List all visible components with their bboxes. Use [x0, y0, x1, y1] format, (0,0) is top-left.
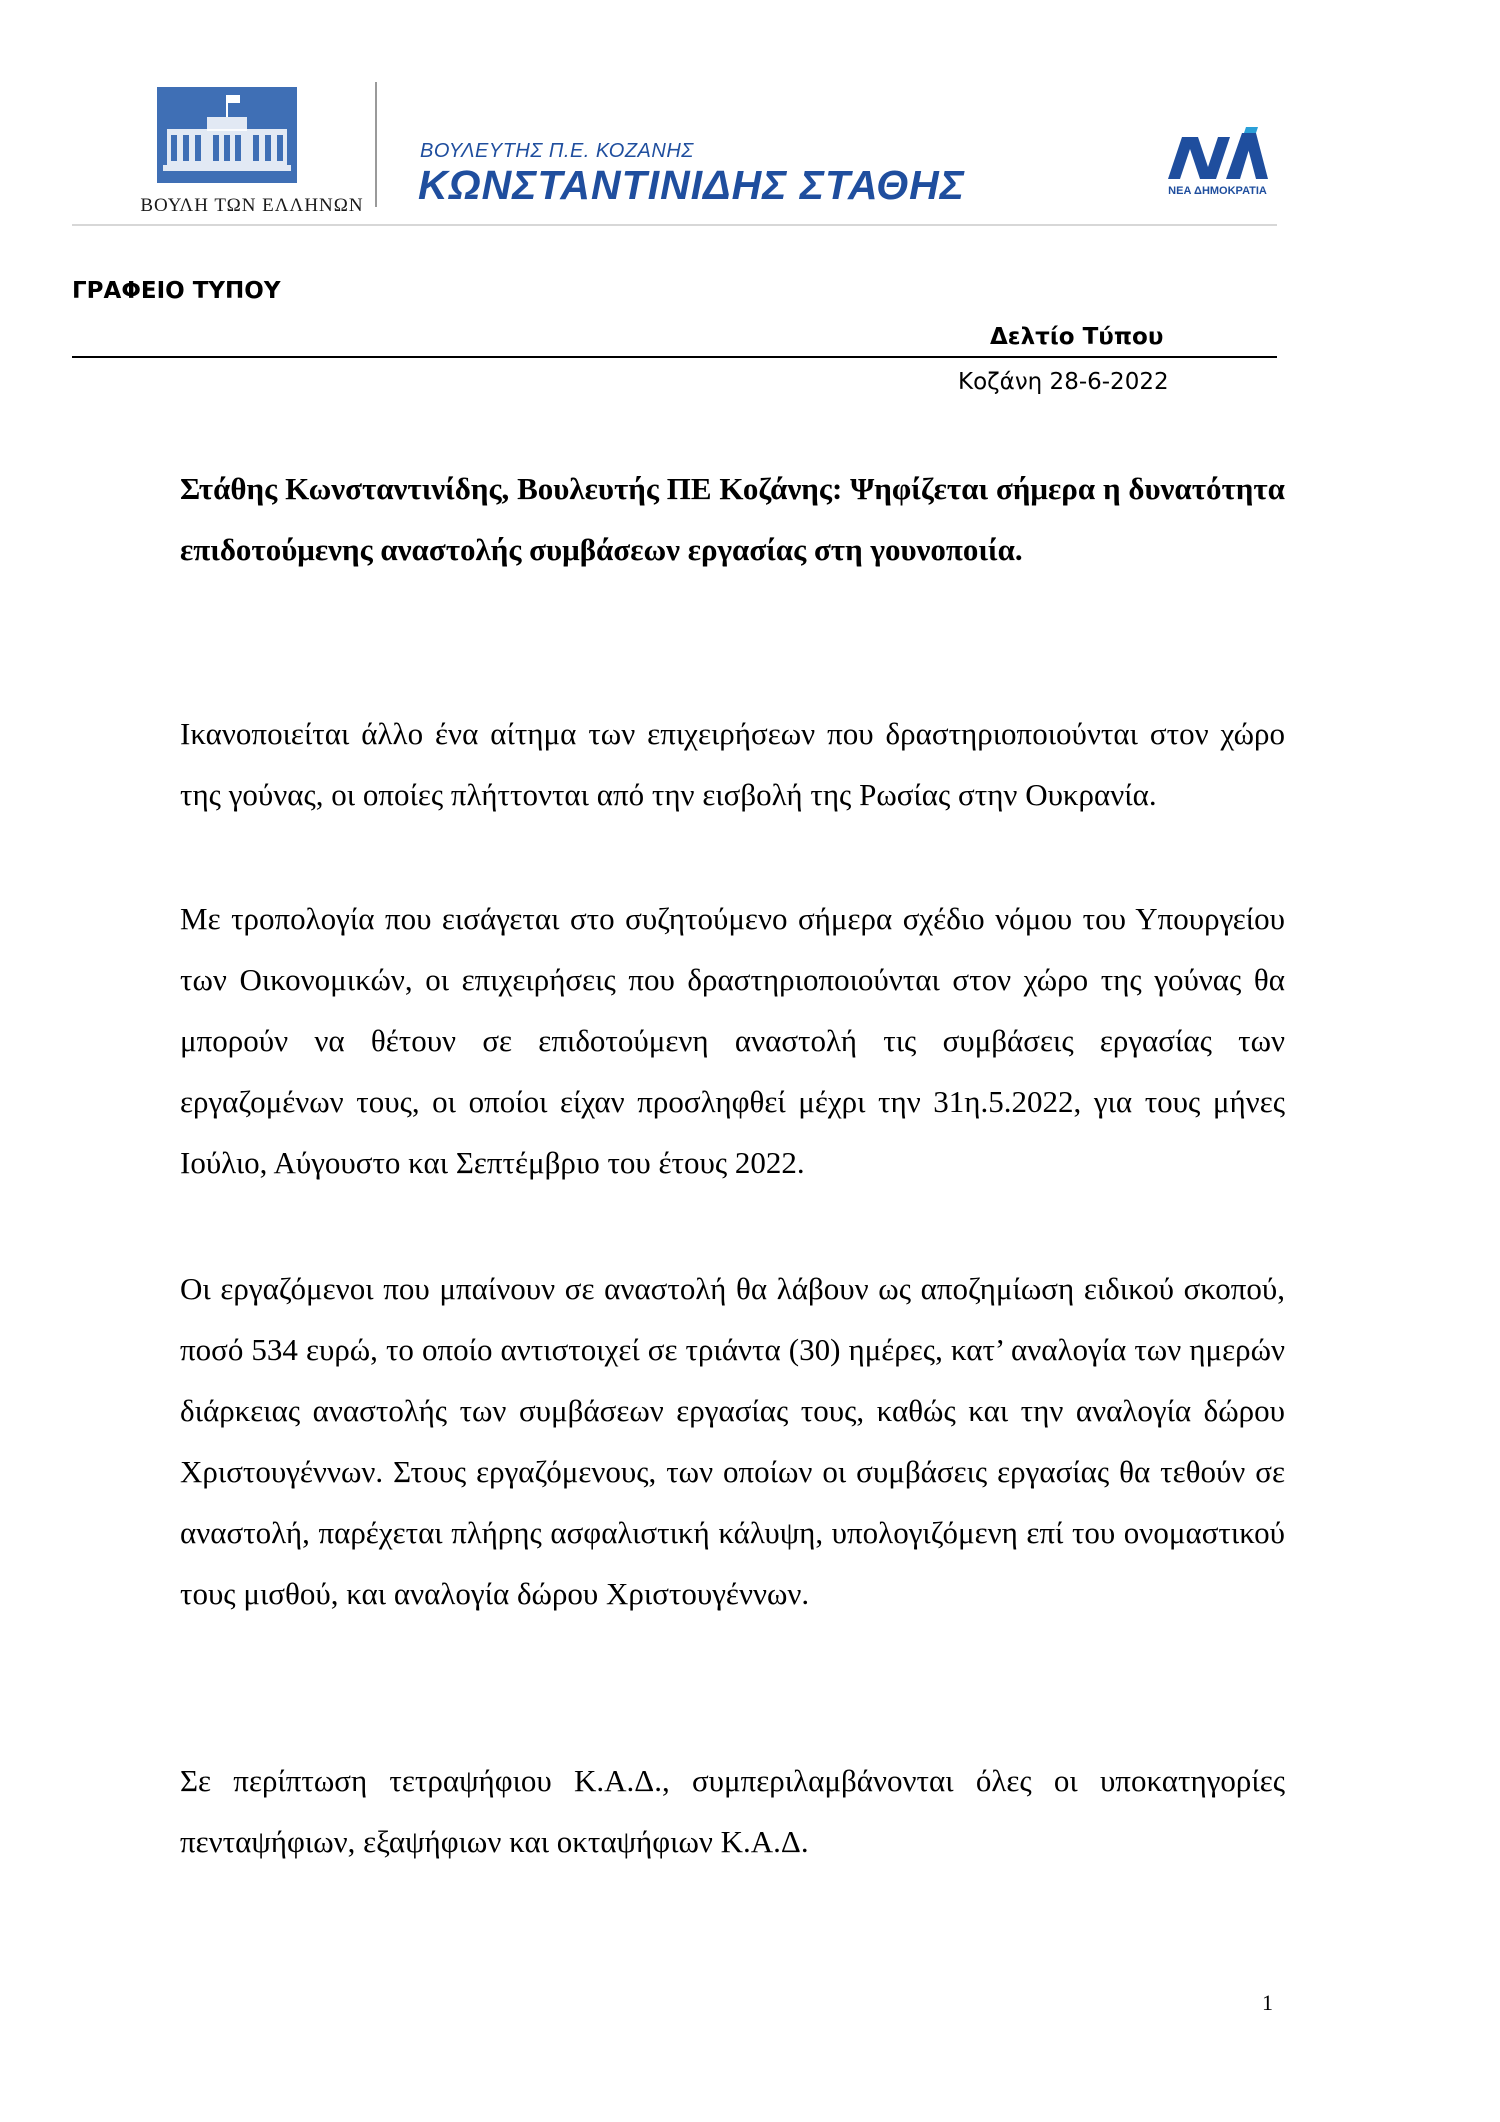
header-divider	[375, 82, 377, 207]
mp-title: ΒΟΥΛΕΥΤΗΣ Π.Ε. ΚΟΖΑΝΗΣ	[420, 140, 694, 162]
paragraph: Με τροπολογία που εισάγεται στο συζητούμενο σήμερα σχέδιο νόμου του Υπουργείου των Οικονομικών, οι επιχειρήσεις που δραστηριοποιούνται στον χώρο της γούνας θα μπορούν να θέτουν σε επιδοτούμενη αναστολή τις συμβάσεις εργασίας των εργαζομένων τους, οι οποίοι είχαν προσληφθεί μέχρι την 31η.5.2022, για τους μήνες Ιούλιο, Αύγουστο και Σεπτέμβριο του έτους 2022.	[180, 901, 1285, 1180]
parliament-logo	[102, 87, 402, 216]
paragraph: Ικανοποιείται άλλο ένα αίτημα των επιχειρήσεων που δραστηριοποιούνται στον χώρο της γούνας, οι οποίες πλήττονται από την εισβολή της Ρωσίας στην Ουκρανία.	[180, 716, 1285, 812]
parliament-building-icon	[157, 87, 297, 183]
headline: Στάθης Κωνσταντινίδης, Βουλευτής ΠΕ Κοζάνης: Ψηφίζεται σήμερα η δυνατότητα επιδοτούμενης αναστολής συμβάσεων εργασίας στη γουνοποιία.	[180, 471, 1285, 567]
letterhead	[72, 72, 1277, 232]
paragraph: Σε περίπτωση τετραψήφιου Κ.Α.Δ., συμπεριλαμβάνονται όλες οι υποκατηγορίες πενταψήφιων, εξαψήφιων και οκταψήφιων Κ.Α.Δ.	[180, 1763, 1285, 1859]
party-name: ΝΕΑ ΔΗΜΟΚΡΑΤΙΑ	[1168, 185, 1267, 197]
header-separator	[72, 356, 1277, 358]
nd-party-logo	[1160, 127, 1275, 217]
mp-name: ΚΩΝΣΤΑΝΤΙΝΙΔΗΣ ΣΤΑΘΗΣ	[418, 162, 965, 208]
press-office-label: ΓΡΑΦΕΙΟ ΤΥΠΟΥ	[72, 278, 281, 304]
letterhead-rule	[72, 224, 1277, 226]
release-date: Κοζάνη 28-6-2022	[958, 369, 1169, 395]
page-number: 1	[1262, 1990, 1273, 2015]
parliament-name: ΒΟΥΛΗ ΤΩΝ ΕΛΛΗΝΩΝ	[140, 195, 364, 216]
paragraph: Οι εργαζόμενοι που μπαίνουν σε αναστολή θα λάβουν ως αποζημίωση ειδικού σκοπού, ποσό 534 ευρώ, το οποίο αντιστοιχεί σε τριάντα (30) ημέρες, κατ’ αναλογία των ημερών διάρκειας αναστολής των συμβάσεων εργασίας τους, καθώς και την αναλογία δώρου Χριστουγέννων. Στους εργαζόμενους, των οποίων οι συμβάσεις εργασίας θα τεθούν σε αναστολή, παρέχεται πλήρης ασφαλιστική κάλυψη, υπολογιζόμενη επί του ονομαστικού τους μισθού, και αναλογία δώρου Χριστουγέννων.	[180, 1271, 1285, 1611]
press-release-label: Δελτίο Τύπου	[990, 324, 1164, 350]
nd-logo-icon	[1160, 127, 1275, 185]
